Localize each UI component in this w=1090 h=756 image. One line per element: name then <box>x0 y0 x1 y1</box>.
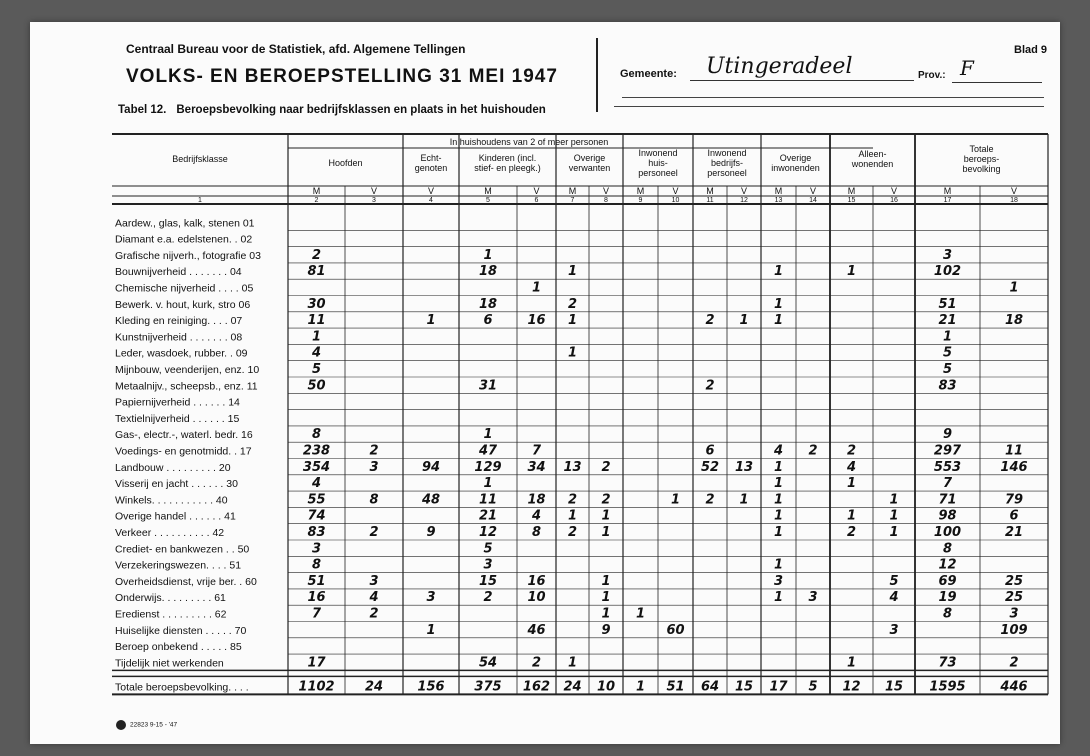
table-cell: 21 <box>1004 525 1024 540</box>
column-number: 14 <box>809 197 817 204</box>
table-cell: 102 <box>933 264 962 280</box>
column-header-label: verwanten <box>568 163 611 173</box>
table-cell: 354 <box>302 459 331 475</box>
row-label: Chemische nijverheid . . . . 05 <box>115 282 254 295</box>
table-cell: 4 <box>311 345 322 361</box>
table-cell: 1 <box>601 606 611 622</box>
totals-cell: 24 <box>364 679 384 695</box>
table-cell: 1 <box>846 476 857 492</box>
row-label: Eredienst . . . . . . . . . 62 <box>115 608 227 621</box>
sex-subheader: M <box>636 186 645 196</box>
table-cell: 2 <box>567 296 578 312</box>
bedrijfsklasse-header: Bedrijfsklasse <box>172 154 228 164</box>
gemeente-label: Gemeente: <box>620 68 677 80</box>
table-cell: 1 <box>670 492 681 508</box>
column-header-label: bedrijfs- <box>710 158 744 168</box>
table-cell: 3 <box>808 590 818 606</box>
column-number: 17 <box>943 197 952 204</box>
table-cell: 3 <box>426 590 436 606</box>
province-value: F <box>960 56 974 80</box>
table-cell: 1 <box>483 247 493 263</box>
table-cell: 3 <box>369 459 379 475</box>
table-cell: 13 <box>734 459 754 475</box>
table-cell: 5 <box>311 362 322 377</box>
sex-subheader: V <box>740 186 748 196</box>
table-cell: 1 <box>739 313 749 329</box>
sex-subheader: V <box>672 186 679 196</box>
table-cell: 79 <box>1004 492 1024 508</box>
table-cell: 109 <box>1000 622 1028 638</box>
table-cell: 12 <box>478 525 498 540</box>
table-cell: 5 <box>942 345 953 361</box>
row-label: Kleding en reiniging. . . . 07 <box>115 315 243 328</box>
totals-cell: 24 <box>563 679 582 695</box>
table-cell: 1 <box>773 264 784 280</box>
totals-cell: 156 <box>417 679 445 695</box>
row-label: Beroep onbekend . . . . . 85 <box>115 641 242 654</box>
column-number: 2 <box>314 197 319 204</box>
table-cell: 129 <box>474 459 502 475</box>
table-cell: 15 <box>478 573 498 589</box>
column-header-label: Inwonend <box>707 148 747 158</box>
table-cell: 48 <box>421 492 441 508</box>
table-cell: 16 <box>307 590 326 606</box>
sex-subheader: M <box>568 186 577 196</box>
table-cell: 10 <box>527 590 546 606</box>
table-cell: 7 <box>311 606 322 622</box>
table-cell: 2 <box>369 606 379 622</box>
row-label: Overige handel . . . . . . 41 <box>115 510 236 523</box>
totals-cell: 375 <box>474 679 502 695</box>
sex-subheader: V <box>809 186 817 196</box>
print-code <box>116 720 177 730</box>
column-header-label: bevolking <box>962 164 1001 174</box>
table-cell: 2 <box>705 378 715 394</box>
column-header-label: inwonenden <box>771 163 820 173</box>
table-cell: 1 <box>773 492 784 508</box>
table-cell: 94 <box>421 459 441 475</box>
row-label: Papiernijverheid . . . . . . 14 <box>115 396 240 409</box>
table-cell: 1 <box>942 329 953 345</box>
totals-cell: 1595 <box>929 679 966 695</box>
table-cell: 1 <box>889 508 899 524</box>
sex-subheader: V <box>602 186 610 196</box>
column-number: 18 <box>1010 197 1018 204</box>
column-number: 3 <box>372 197 376 204</box>
row-label: Crediet- en bankwezen . . 50 <box>115 543 250 556</box>
table-cell: 55 <box>307 492 326 508</box>
gemeente-value: Utingeradeel <box>706 54 853 79</box>
sex-subheader: M <box>706 186 714 196</box>
totals-cell: 446 <box>1000 679 1028 695</box>
row-label: Visserij en jacht . . . . . . 30 <box>115 478 238 491</box>
row-label: Onderwijs. . . . . . . . . 61 <box>115 592 226 605</box>
table-cell: 1 <box>889 525 899 540</box>
table-cell: 3 <box>773 573 784 589</box>
row-label: Huiselijke diensten . . . . . 70 <box>115 624 247 637</box>
table-cell: 9 <box>942 427 953 443</box>
row-label: Aardew., glas, kalk, stenen 01 <box>115 217 255 230</box>
column-number: 12 <box>740 197 748 204</box>
column-header-label: Alleen- <box>858 149 887 159</box>
column-header-label: Hoofden <box>328 158 363 168</box>
printer-stamp-icon <box>116 720 126 730</box>
table-cell: 4 <box>773 443 784 459</box>
table-cell: 1 <box>773 296 784 312</box>
table-cell: 16 <box>527 573 546 589</box>
table-cell: 11 <box>307 313 326 329</box>
table-cell: 52 <box>700 459 720 475</box>
table-cell: 11 <box>1004 443 1024 459</box>
table-cell: 2 <box>531 655 542 671</box>
table-cell: 2 <box>567 525 578 540</box>
print-code-text: 22823 9-15 - '47 <box>130 721 178 729</box>
table-cell: 4 <box>531 508 542 524</box>
row-label: Grafische nijverh., fotografie 03 <box>115 249 261 262</box>
table-cell: 2 <box>705 313 715 329</box>
table-cell: 1 <box>426 622 436 638</box>
table-cell: 9 <box>601 622 611 638</box>
table-cell: 1 <box>1009 280 1019 296</box>
totals-cell: 17 <box>769 679 788 695</box>
table-cell: 81 <box>307 264 326 280</box>
table-cell: 3 <box>889 622 899 638</box>
table-cell: 2 <box>846 443 857 459</box>
table-cell: 5 <box>889 573 899 589</box>
column-header-label: wonenden <box>851 159 894 169</box>
table-cell: 25 <box>1004 590 1024 606</box>
table-cell: 3 <box>483 557 493 573</box>
totals-cell: 12 <box>842 679 861 695</box>
table-cell: 1 <box>531 280 542 296</box>
table-cell: 74 <box>307 508 326 524</box>
table-cell: 1 <box>773 313 784 329</box>
table-title: Beroepsbevolking naar bedrijfsklassen en plaats in het huishouden <box>176 104 546 116</box>
table-cell: 2 <box>483 590 493 606</box>
row-label: Gas-, electr.-, waterl. bedr. 16 <box>115 429 253 442</box>
table-cell: 1 <box>601 508 611 524</box>
table-cell: 1 <box>567 264 578 280</box>
row-label: Verkeer . . . . . . . . . . 42 <box>115 527 225 539</box>
table-cell: 1 <box>889 492 899 508</box>
row-label: Verzekeringswezen. . . . 51 <box>115 559 242 572</box>
totals-cell: 64 <box>700 679 720 695</box>
totals-cell: 15 <box>884 679 904 695</box>
table-cell: 9 <box>426 525 436 540</box>
sex-subheader: M <box>847 186 856 196</box>
table-cell: 83 <box>307 525 326 540</box>
table-cell: 21 <box>938 313 957 329</box>
sex-subheader: V <box>1010 186 1018 196</box>
column-number: 9 <box>638 197 643 204</box>
column-number: 8 <box>604 197 608 204</box>
table-cell: 238 <box>302 443 331 459</box>
table-cell: 1 <box>739 492 749 508</box>
row-label: Overheidsdienst, vrije ber. . 60 <box>115 575 257 588</box>
table-cell: 1 <box>773 476 784 492</box>
table-cell: 6 <box>483 313 493 329</box>
table-number: Tabel 12. <box>118 104 167 116</box>
totals-cell: 1 <box>635 679 646 695</box>
sex-subheader: M <box>484 186 492 196</box>
table-cell: 1 <box>846 264 857 280</box>
sex-subheader: M <box>312 186 321 196</box>
table-cell: 2 <box>1009 655 1019 671</box>
table-cell: 2 <box>369 443 379 459</box>
column-header-label: stief- en pleegk.) <box>474 163 541 173</box>
table-cell: 11 <box>478 492 498 508</box>
table-cell: 18 <box>478 264 498 280</box>
table-cell: 69 <box>938 573 957 589</box>
table-cell: 2 <box>846 525 857 540</box>
row-label: Diamant e.a. edelstenen. . 02 <box>115 233 253 246</box>
table-cell: 297 <box>933 443 962 459</box>
table-cell: 7 <box>942 476 953 492</box>
column-header-label: Overige <box>779 153 812 163</box>
form-title: VOLKS- EN BEROEPSTELLING 31 MEI 1947 <box>126 66 558 87</box>
row-label: Kunstnijverheid . . . . . . . 08 <box>115 331 243 344</box>
row-label: Tijdelijk niet werkenden <box>115 657 224 670</box>
table-cell: 2 <box>601 492 611 508</box>
column-header-label: Echt- <box>420 153 442 163</box>
table-cell: 47 <box>478 443 498 459</box>
column-number: 10 <box>671 197 680 204</box>
row-label: Metaalnijv., scheepsb., enz. 11 <box>115 380 258 393</box>
table-cell: 8 <box>942 541 953 557</box>
bureau-name: Centraal Bureau voor de Statistiek, afd. Algemene Tellingen <box>126 42 466 56</box>
table-cell: 1 <box>773 459 784 475</box>
table-cell: 13 <box>563 459 582 475</box>
table-cell: 2 <box>601 459 611 475</box>
column-header-label: personeel <box>707 168 747 178</box>
table-cell: 1 <box>567 508 578 524</box>
table-cell: 1 <box>635 606 646 622</box>
table-cell: 51 <box>307 573 326 589</box>
row-label: Leder, wasdoek, rubber. . 09 <box>115 347 248 360</box>
table-cell: 18 <box>478 296 498 312</box>
table-cell: 3 <box>311 541 322 557</box>
table-cell: 2 <box>705 492 715 508</box>
sex-subheader: M <box>774 186 783 196</box>
column-number: 15 <box>847 197 856 204</box>
totals-cell: 51 <box>666 679 685 695</box>
sex-subheader: V <box>533 186 540 196</box>
table-cell: 4 <box>889 590 899 606</box>
row-label: Landbouw . . . . . . . . . 20 <box>115 461 231 474</box>
table-cell: 16 <box>527 313 546 329</box>
totals-cell: 162 <box>522 679 551 695</box>
column-header-label: Totale <box>969 144 994 154</box>
totals-cell: 10 <box>596 679 616 695</box>
row-label: Bewerk. v. hout, kurk, stro 06 <box>115 298 251 311</box>
table-cell: 1 <box>311 329 322 345</box>
table-cell: 50 <box>307 378 326 394</box>
table-cell: 60 <box>666 622 685 638</box>
totals-cell: 5 <box>808 679 818 695</box>
table-cell: 1 <box>846 508 857 524</box>
table-cell: 18 <box>527 492 546 508</box>
table-cell: 51 <box>938 296 957 312</box>
table-cell: 1 <box>773 557 784 573</box>
table-cell: 3 <box>1009 606 1019 622</box>
table-cell: 46 <box>527 622 546 638</box>
table-cell: 5 <box>942 362 953 377</box>
sex-subheader: M <box>943 186 952 196</box>
row-label: Voedings- en genotmidd. . 17 <box>115 445 252 458</box>
totals-cell: 15 <box>734 679 754 695</box>
table-cell: 1 <box>773 508 784 524</box>
table-cell: 8 <box>942 606 953 622</box>
totals-label: Totale beroepsbevolking. . . . <box>115 681 249 694</box>
table-cell: 21 <box>478 508 498 524</box>
table-cell: 2 <box>567 492 578 508</box>
table-cell: 3 <box>369 573 379 589</box>
row-label: Bouwnijverheid . . . . . . . 04 <box>115 266 242 279</box>
column-header-label: beroeps- <box>963 154 1000 164</box>
table-cell: 83 <box>938 378 957 394</box>
sex-subheader: V <box>370 186 378 196</box>
column-header-label: personeel <box>638 168 678 178</box>
table-cell: 4 <box>311 476 322 492</box>
totals-cell: 1102 <box>298 679 335 695</box>
sex-subheader: V <box>427 186 435 196</box>
table-cell: 17 <box>307 655 326 671</box>
column-number: 5 <box>486 197 490 204</box>
table-cell: 71 <box>938 492 957 508</box>
row-label: Textielnijverheid . . . . . . 15 <box>115 412 240 425</box>
province-label: Prov.: <box>918 70 946 81</box>
table-cell: 25 <box>1004 573 1024 589</box>
row-label: Mijnbouw, veenderijen, enz. 10 <box>115 364 260 376</box>
table-cell: 8 <box>311 557 322 573</box>
census-form-sheet <box>30 22 1060 744</box>
sex-subheader: V <box>890 186 898 196</box>
table-cell: 1 <box>601 573 611 589</box>
table-cell: 1 <box>601 590 611 606</box>
table-cell: 1 <box>601 525 611 540</box>
table-cell: 73 <box>938 655 957 671</box>
table-cell: 1 <box>567 655 578 671</box>
table-cell: 2 <box>369 525 379 540</box>
group-huishoudens-header: In huishoudens van 2 of meer personen <box>449 137 609 147</box>
row-label: Winkels. . . . . . . . . . . 40 <box>115 494 228 507</box>
table-cell: 31 <box>478 378 498 394</box>
table-cell: 1 <box>773 525 784 540</box>
table-cell: 12 <box>938 557 957 573</box>
table-cell: 18 <box>1004 313 1024 329</box>
table-cell: 2 <box>808 443 818 459</box>
table-cell: 34 <box>527 459 546 475</box>
table-cell: 1 <box>426 313 436 329</box>
table-cell: 3 <box>942 247 953 263</box>
table-cell: 1 <box>567 345 578 361</box>
table-cell: 7 <box>531 443 542 459</box>
column-number: 1 <box>198 197 202 204</box>
table-cell: 19 <box>938 590 957 606</box>
table-cell: 146 <box>1000 459 1028 475</box>
sheet-number: Blad 9 <box>1014 44 1048 56</box>
column-header-label: genoten <box>414 163 448 173</box>
column-number: 16 <box>890 197 898 204</box>
table-cell: 8 <box>369 492 379 508</box>
table-cell: 54 <box>478 655 498 671</box>
column-number: 4 <box>429 197 433 204</box>
column-number: 11 <box>706 197 714 204</box>
column-number: 6 <box>534 197 539 204</box>
table-cell: 5 <box>483 541 493 557</box>
column-header-label: Inwonend <box>638 148 678 158</box>
table-cell: 1 <box>846 655 857 671</box>
column-number: 7 <box>570 197 575 204</box>
column-header-label: Kinderen (incl. <box>478 153 537 163</box>
table-cell: 1 <box>483 427 493 443</box>
table-cell: 98 <box>938 508 957 524</box>
table-cell: 553 <box>933 459 962 475</box>
table-cell: 6 <box>705 443 715 459</box>
table-cell: 100 <box>933 525 962 540</box>
table-cell: 30 <box>307 296 326 312</box>
column-header-label: huis- <box>648 158 668 168</box>
table-cell: 8 <box>531 525 542 540</box>
table-cell: 8 <box>311 427 322 443</box>
column-number: 13 <box>774 197 783 204</box>
table-cell: 4 <box>846 459 857 475</box>
table-cell: 1 <box>773 590 784 606</box>
table-cell: 1 <box>567 313 578 329</box>
census-table <box>30 22 1060 744</box>
table-cell: 2 <box>311 247 322 263</box>
table-cell: 4 <box>369 590 379 606</box>
table-cell: 6 <box>1009 508 1019 524</box>
column-header-label: Overige <box>573 153 606 163</box>
table-cell: 1 <box>483 476 493 492</box>
